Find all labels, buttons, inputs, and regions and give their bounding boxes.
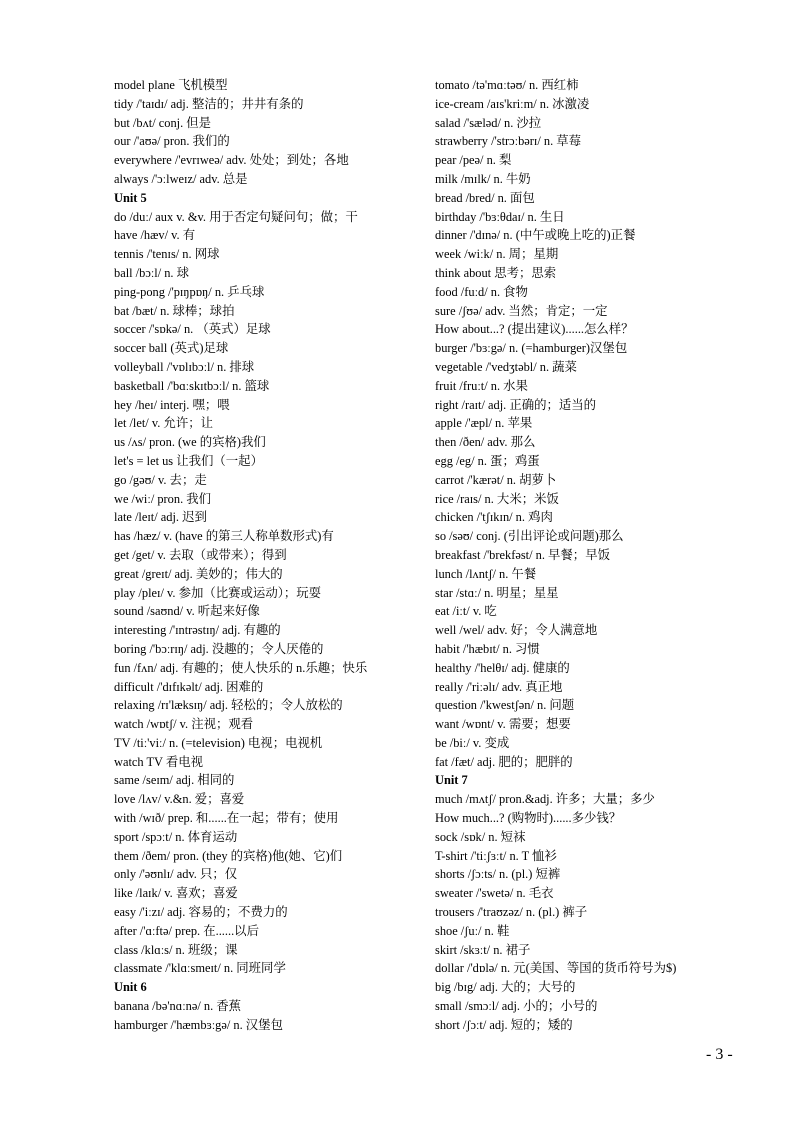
vocab-entry: go /gəʊ/ v. 去；走 <box>114 472 207 487</box>
vocab-entry: How about...? (提出建议)......怎么样？ <box>435 322 634 337</box>
vocab-entry: habit /'hæbɪt/ n. 习惯 <box>435 641 540 656</box>
vocab-entry: eat /iːt/ v. 吃 <box>435 604 497 619</box>
unit-heading: Unit 7 <box>435 773 468 788</box>
vocab-entry: banana /bə'nɑːnə/ n. 香蕉 <box>114 999 242 1014</box>
unit-heading: Unit 6 <box>114 980 147 995</box>
vocab-entry: pear /peə/ n. 梨 <box>435 153 512 168</box>
right-column <box>435 76 765 1035</box>
vocab-entry: birthday /'bɜːθdaɪ/ n. 生日 <box>435 209 565 224</box>
vocab-entry: us /ʌs/ pron. (we 的宾格)我们 <box>114 435 266 450</box>
vocab-entry: easy /'iːzɪ/ adj. 容易的；不费力的 <box>114 905 288 920</box>
vocab-entry: relaxing /rɪ'læksɪŋ/ adj. 轻松的；令人放松的 <box>114 698 343 713</box>
vocab-entry: hey /heɪ/ interj. 嘿；喂 <box>114 397 230 412</box>
vocab-entry: watch /wɒtʃ/ v. 注视；观看 <box>114 717 254 732</box>
vocab-entry: tidy /'taɪdɪ/ adj. 整洁的；井井有条的 <box>114 96 304 111</box>
vocab-entry: vegetable /'vedʒtəbl/ n. 蔬菜 <box>435 359 577 374</box>
vocab-entry: late /leɪt/ adj. 迟到 <box>114 510 207 525</box>
vocab-entry: ice-cream /aɪs'kriːm/ n. 冰激凌 <box>435 96 590 111</box>
vocab-entry: volleyball /'vɒlɪbɔːl/ n. 排球 <box>114 359 255 374</box>
vocab-entry: with /wɪð/ prep. 和......在一起；带有；使用 <box>114 811 339 826</box>
vocab-entry: TV /tiː'viː/ n. (=television) 电视；电视机 <box>114 735 323 750</box>
vocab-entry: everywhere /'evrɪweə/ adv. 处处；到处；各地 <box>114 153 349 168</box>
vocab-entry: healthy /'helθɪ/ adj. 健康的 <box>435 660 570 675</box>
vocab-entry: we /wiː/ pron. 我们 <box>114 491 212 506</box>
vocab-entry: dollar /'dɒlə/ n. 元(美国、等国的货币符号为$) <box>435 961 677 976</box>
vocab-entry: right /raɪt/ adj. 正确的；适当的 <box>435 397 597 412</box>
vocab-entry: like /laɪk/ v. 喜欢；喜爱 <box>114 886 238 901</box>
vocab-entry: great /greɪt/ adj. 美妙的；伟大的 <box>114 566 283 581</box>
vocab-entry: trousers /'traʊzəz/ n. (pl.) 裤子 <box>435 905 588 920</box>
vocab-entry: basketball /'bɑːskɪtbɔːl/ n. 篮球 <box>114 378 270 393</box>
vocab-entry: only /'əʊnlɪ/ adv. 只；仅 <box>114 867 238 882</box>
vocab-entry: then /ðen/ adv. 那么 <box>435 435 536 450</box>
vocab-entry: fun /fʌn/ adj. 有趣的；使人快乐的 n.乐趣；快乐 <box>114 660 368 675</box>
left-column <box>114 76 404 1035</box>
vocab-entry: our /'aʊə/ pron. 我们的 <box>114 134 230 149</box>
vocab-entry: get /get/ v. 去取（或带来）；得到 <box>114 547 287 562</box>
vocab-entry: small /smɔːl/ adj. 小的；小号的 <box>435 999 598 1014</box>
vocab-entry: breakfast /'brekfəst/ n. 早餐；早饭 <box>435 547 610 562</box>
vocab-entry: chicken /'tʃɪkɪn/ n. 鸡肉 <box>435 510 553 525</box>
vocab-entry: T-shirt /'tiːʃɜːt/ n. T 恤衫 <box>435 848 557 863</box>
vocab-entry: classmate /'klɑːsmeɪt/ n. 同班同学 <box>114 961 286 976</box>
vocab-entry: really /'riːəlɪ/ adv. 真正地 <box>435 679 563 694</box>
vocab-entry: fruit /fruːt/ n. 水果 <box>435 378 528 393</box>
vocab-entry: think about 思考；思索 <box>435 265 557 280</box>
vocab-entry: big /bɪg/ adj. 大的；大号的 <box>435 980 576 995</box>
vocab-entry: egg /eg/ n. 蛋；鸡蛋 <box>435 453 540 468</box>
vocab-entry: ball /bɔːl/ n. 球 <box>114 265 190 280</box>
vocab-entry: sweater /'swetə/ n. 毛衣 <box>435 886 554 901</box>
vocab-entry: play /pleɪ/ v. 参加（比赛或运动）；玩耍 <box>114 585 322 600</box>
vocab-entry: much /mʌtʃ/ pron.&adj. 许多；大量；多少 <box>435 792 655 807</box>
vocab-entry: model plane 飞机模型 <box>114 78 228 92</box>
vocab-entry: How much...? (购物时)......多少钱？ <box>435 811 622 826</box>
vocab-entry: sport /spɔːt/ n. 体育运动 <box>114 829 238 844</box>
vocab-entry: shorts /ʃɔːts/ n. (pl.) 短裤 <box>435 867 561 882</box>
vocab-entry: bat /bæt/ n. 球棒；球拍 <box>114 303 235 318</box>
vocab-entry: skirt /skɜːt/ n. 裙子 <box>435 942 531 957</box>
vocab-entry: week /wiːk/ n. 周；星期 <box>435 247 559 262</box>
vocab-entry: has /hæz/ v. (have 的第三人称单数形式)有 <box>114 529 334 544</box>
vocab-entry: food /fuːd/ n. 食物 <box>435 284 528 299</box>
vocab-entry: hamburger /'hæmbɜːgə/ n. 汉堡包 <box>114 1017 283 1032</box>
vocab-entry: rice /raɪs/ n. 大米；米饭 <box>435 491 559 506</box>
vocab-entry: soccer /'sɒkə/ n. （英式）足球 <box>114 322 271 337</box>
vocab-entry: question /'kwestʃən/ n. 问题 <box>435 698 575 713</box>
vocab-entry: lunch /lʌntʃ/ n. 午餐 <box>435 566 537 581</box>
vocab-entry: interesting /'ɪntrəstɪŋ/ adj. 有趣的 <box>114 623 281 638</box>
vocab-entry: let /let/ v. 允许；让 <box>114 416 213 431</box>
vocab-entry: ping-pong /'pɪŋpɒŋ/ n. 乒乓球 <box>114 284 265 299</box>
vocab-entry: them /ðem/ pron. (they 的宾格)他(她、它)们 <box>114 848 343 863</box>
vocab-entry: always /'ɔːlweɪz/ adv. 总是 <box>114 171 248 186</box>
vocab-entry: so /səʊ/ conj. (引出评论或问题)那么 <box>435 529 624 544</box>
vocab-entry: sound /saʊnd/ v. 听起来好像 <box>114 604 260 619</box>
vocab-entry: let's = let us 让我们（一起） <box>114 453 263 468</box>
vocab-entry: want /wɒnt/ v. 需要；想要 <box>435 717 571 732</box>
vocab-entry: strawberry /'strɔːbərɪ/ n. 草莓 <box>435 134 582 149</box>
vocab-entry: same /seɪm/ adj. 相同的 <box>114 773 235 788</box>
vocab-entry: after /'ɑːftə/ prep. 在......以后 <box>114 923 259 938</box>
vocab-entry: watch TV 看电视 <box>114 754 204 769</box>
vocab-entry: milk /mɪlk/ n. 牛奶 <box>435 171 531 186</box>
unit-heading: Unit 5 <box>114 190 147 205</box>
vocab-entry: but /bʌt/ conj. 但是 <box>114 115 212 130</box>
vocab-entry: difficult /'dɪfɪkəlt/ adj. 困难的 <box>114 679 264 694</box>
vocab-entry: salad /'sæləd/ n. 沙拉 <box>435 115 542 130</box>
vocab-entry: star /stɑː/ n. 明星；星星 <box>435 585 559 600</box>
vocab-entry: boring /'bɔːrɪŋ/ adj. 没趣的；令人厌倦的 <box>114 641 324 656</box>
vocab-entry: fat /fæt/ adj. 肥的；肥胖的 <box>435 754 573 769</box>
vocab-entry: sock /sɒk/ n. 短袜 <box>435 829 526 844</box>
vocab-entry: tomato /tə'mɑːtəʊ/ n. 西红柿 <box>435 78 579 92</box>
vocab-entry: carrot /'kærət/ n. 胡萝卜 <box>435 472 557 487</box>
vocab-entry: dinner /'dɪnə/ n. (中午或晚上吃的)正餐 <box>435 228 636 243</box>
vocab-entry: shoe /ʃuː/ n. 鞋 <box>435 923 510 938</box>
vocab-entry: bread /bred/ n. 面包 <box>435 190 535 205</box>
vocab-entry: tennis /'tenɪs/ n. 网球 <box>114 247 220 262</box>
vocab-entry: soccer ball (英式)足球 <box>114 341 229 356</box>
vocab-entry: do /duː/ aux v. &v. 用于否定句疑问句；做；干 <box>114 209 358 224</box>
vocab-entry: apple /'æpl/ n. 苹果 <box>435 416 533 431</box>
vocab-entry: class /klɑːs/ n. 班级；课 <box>114 942 238 957</box>
vocab-entry: well /wel/ adv. 好；令人满意地 <box>435 623 598 638</box>
vocab-entry: have /hæv/ v. 有 <box>114 228 196 243</box>
vocab-entry: be /biː/ v. 变成 <box>435 735 510 750</box>
vocab-entry: sure /ʃʊə/ adv. 当然；肯定；一定 <box>435 303 608 318</box>
vocab-entry: short /ʃɔːt/ adj. 短的；矮的 <box>435 1017 573 1032</box>
vocab-entry: love /lʌv/ v.&n. 爱；喜爱 <box>114 792 245 807</box>
page-number: - 3 - <box>706 1046 733 1063</box>
vocab-entry: burger /'bɜːgə/ n. (=hamburger)汉堡包 <box>435 341 628 356</box>
